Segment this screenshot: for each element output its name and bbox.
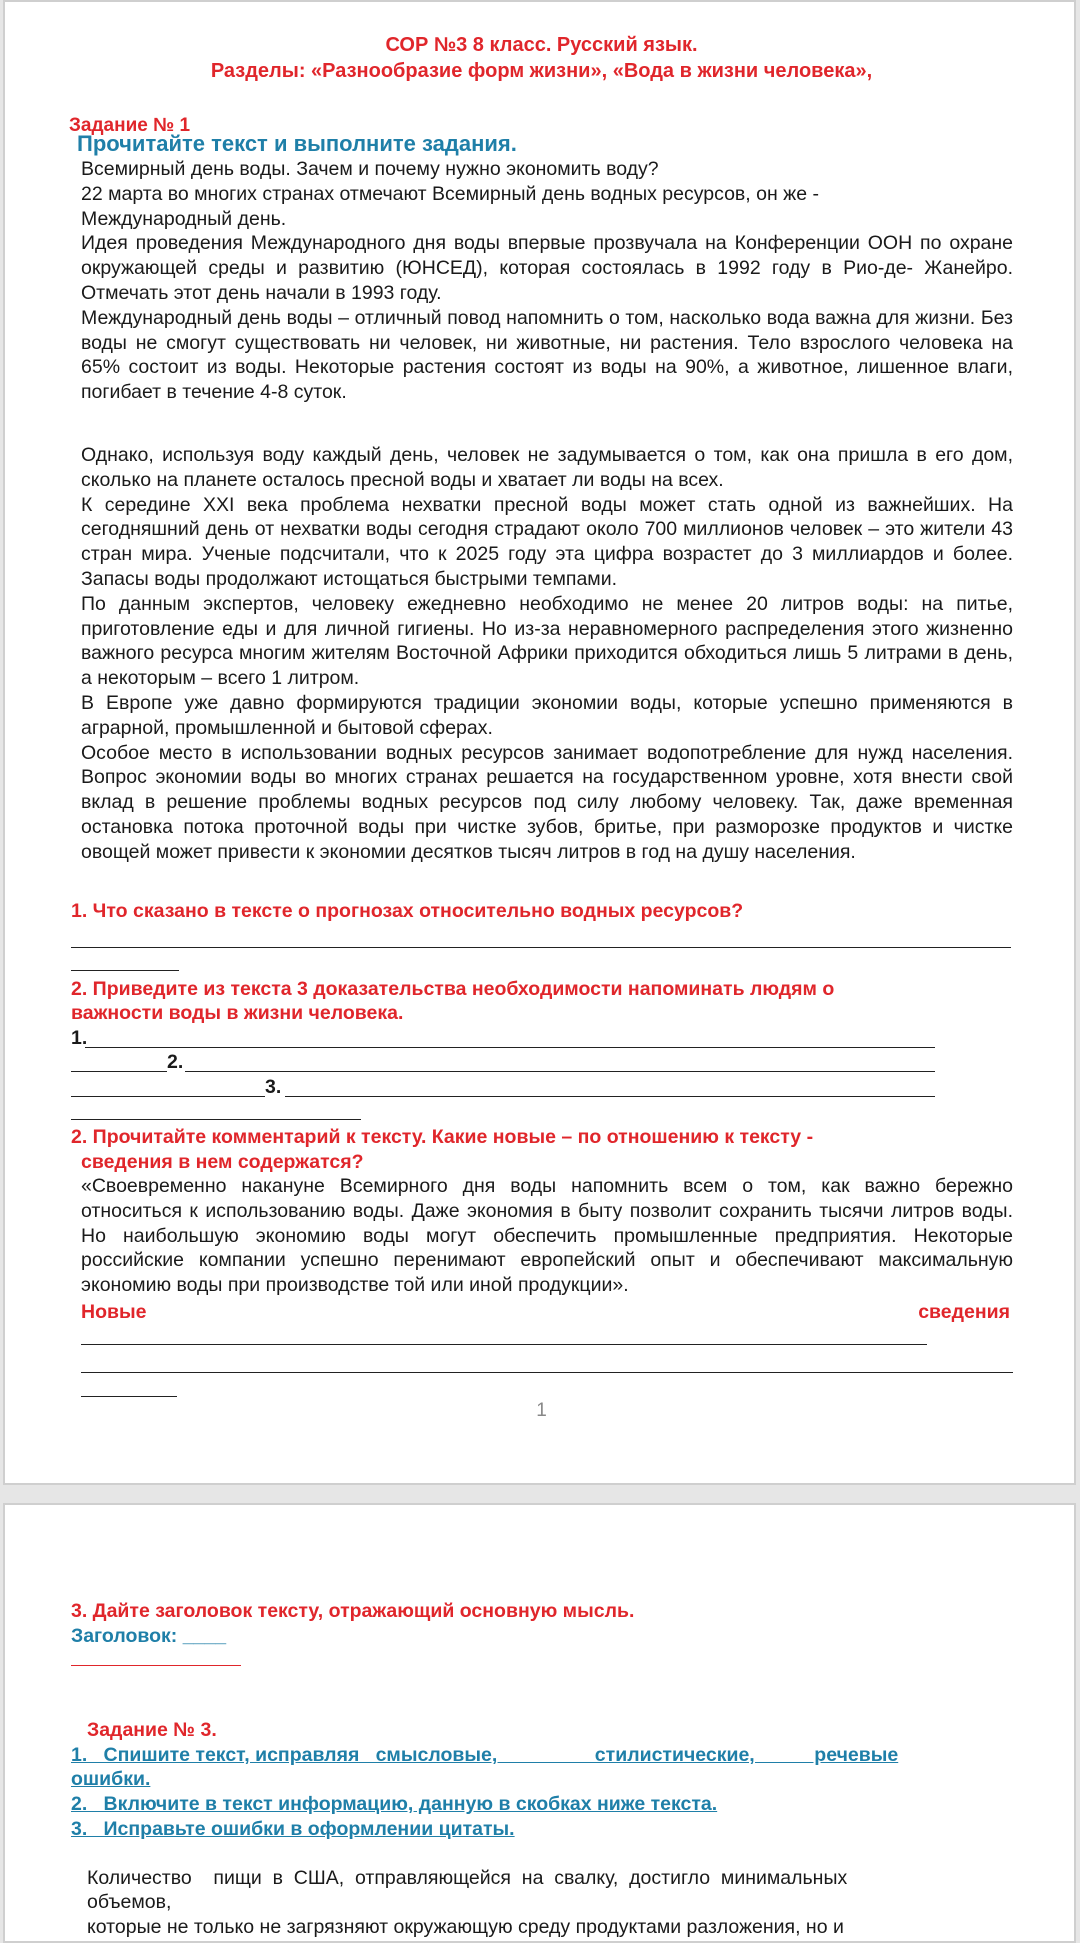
reading-text-part2 [81, 443, 1013, 865]
document-title: СОР №3 8 класс. Русский язык. [385, 34, 698, 56]
text-paragraph: Однако, используя воду каждый день, человек не задумывается о том, как она пришла в его дом, сколько на планете осталось пресной воды и хватает ли воды на всех. [81, 444, 1013, 491]
question-1: 1. Что сказано в тексте о прогнозах относительно водных ресурсов? [71, 900, 744, 922]
text-paragraph: Международный день воды – отличный повод напомнить о том, насколько вода важна для жизни. Без воды не смогут существовать ни человек, ни животные, ни растения. Тело взрослого человека на 65% состоит из воды. Некоторые растения состоят из воды на 90%, а животное, лишенное влаги, погибает в течение 4-8 суток. [81, 306, 1013, 404]
answer-line[interactable] [71, 1071, 167, 1072]
answer-line-2[interactable] [185, 1071, 935, 1072]
question-2: 2. Приведите из текста 3 доказательства необходимости напоминать людям о [71, 978, 835, 1000]
task3-text-line: объемов, [87, 1891, 172, 1913]
heading-answer-line[interactable] [71, 1665, 241, 1666]
answer-number-2: 2. [167, 1051, 184, 1073]
task3-item-1-cont: ошибки. [71, 1768, 151, 1790]
text-paragraph: 22 марта во многих странах отмечают Всемирный день водных ресурсов, он же - [81, 182, 819, 205]
page-number: 1 [536, 1400, 547, 1421]
text-paragraph: Международный день. [81, 207, 287, 230]
text-paragraph: По данным экспертов, человеку ежедневно необходимо не менее 20 литров воды: на питье, приготовление еды и для личной гигиены. Но из-за неравномерного распределения этого жизненно важного ресурса многим жителям Восточной Африки приходится обходиться лишь 5 литрами в день, а некоторым – всего 1 литром. [81, 592, 1013, 690]
answer-line-1[interactable] [85, 1047, 935, 1048]
answer-line-3[interactable] [285, 1096, 935, 1097]
heading-label: Заголовок: ____ [71, 1625, 227, 1647]
task3-item-3: 3. Исправьте ошибки в оформлении цитаты. [71, 1818, 515, 1840]
text-paragraph: Всемирный день воды. Зачем и почему нужно экономить воду? [81, 158, 659, 180]
question-3-cont: сведения в нем содержатся? [81, 1151, 364, 1173]
task1-instruction: Прочитайте текст и выполните задания. [77, 131, 517, 156]
reading-text-part1 [81, 157, 1013, 405]
question-2-cont: важности воды в жизни человека. [71, 1002, 404, 1024]
text-paragraph: Идея проведения Международного дня воды впервые прозвучала на Конференции ООН по охране окружающей среды и развитию (ЮНСЕД), которая состоялась в 1992 году в Рио-де- Жанейро. Отмечать этот день начали в 1993 году. [81, 232, 1013, 304]
answer-line[interactable] [71, 947, 1011, 948]
new-label: Новые [81, 1301, 147, 1323]
document-subtitle: Разделы: «Разнообразие форм жизни», «Вода в жизни человека», [210, 60, 873, 82]
task3-label: Задание № 3. [87, 1719, 217, 1741]
answer-number-1: 1. [71, 1027, 88, 1049]
task3-item-1: 1. Спишите текст, исправляя смысловые, стилистические, речевые [71, 1744, 899, 1766]
task3-item-2: 2. Включите в текст информацию, данную в скобках ниже текста. [71, 1793, 718, 1815]
task1-label: Задание № 1 [69, 115, 191, 136]
info-label: сведения [918, 1301, 1010, 1323]
document-page-2 [3, 1503, 1076, 1943]
answer-line[interactable] [81, 1344, 927, 1345]
question-3: 2. Прочитайте комментарий к тексту. Какие новые – по отношению к тексту - [71, 1126, 814, 1148]
answer-line[interactable] [71, 1119, 361, 1120]
document-page-1 [3, 0, 1076, 1485]
task3-text-line: которые не только не загрязняют окружающую среду продуктами разложения, но и [87, 1916, 844, 1938]
answer-line[interactable] [81, 1396, 177, 1397]
task3-text-line: Количество пищи в США, отправляющейся на свалку, достигло минимальных [87, 1867, 848, 1889]
comment-quote: «Своевременно накануне Всемирного дня воды напомнить всем о том, как важно бережно относиться к использованию воды. Даже экономия в быту позволит сохранить тысячи литров воды. Но наибольшую экономию воды могут обеспечить промышленные предприятия. Некоторые российские компании успешно перенимают европейский опыт и обеспечивают максимальную экономию воды при производстве той или иной продукции». [81, 1175, 1013, 1297]
question-4: 3. Дайте заголовок тексту, отражающий основную мысль. [71, 1600, 635, 1622]
answer-number-3: 3. [265, 1076, 282, 1098]
answer-line[interactable] [71, 970, 179, 971]
text-paragraph: К середине XXI века проблема нехватки пресной воды может стать одной из важнейших. На сегодняшний день от нехватки воды сегодня страдают около 700 миллионов человек – это жители 43 стран мира. Ученые подсчитали, что к 2025 году эта цифра возрастет до 3 миллиардов и более. Запасы воды продолжают истощаться быстрыми темпами. [81, 493, 1013, 590]
text-paragraph: В Европе уже давно формируются традиции экономии воды, которые успешно применяются в аграрной, промышленной и бытовой сферах. [81, 691, 1013, 739]
answer-line[interactable] [71, 1096, 265, 1097]
answer-line[interactable] [81, 1372, 1013, 1373]
text-paragraph: Особое место в использовании водных ресурсов занимает водопотребление для нужд населения. Вопрос экономии воды во многих странах решается на государственном уровне, хотя внести свой вклад в решение проблемы водных ресурсов под силу любому человеку. Так, даже временная остановка потока проточной воды при чистке зубов, бритье, при разморозке продуктов и чистке овощей может привести к экономии десятков тысяч литров в год на душу населения. [81, 741, 1013, 863]
